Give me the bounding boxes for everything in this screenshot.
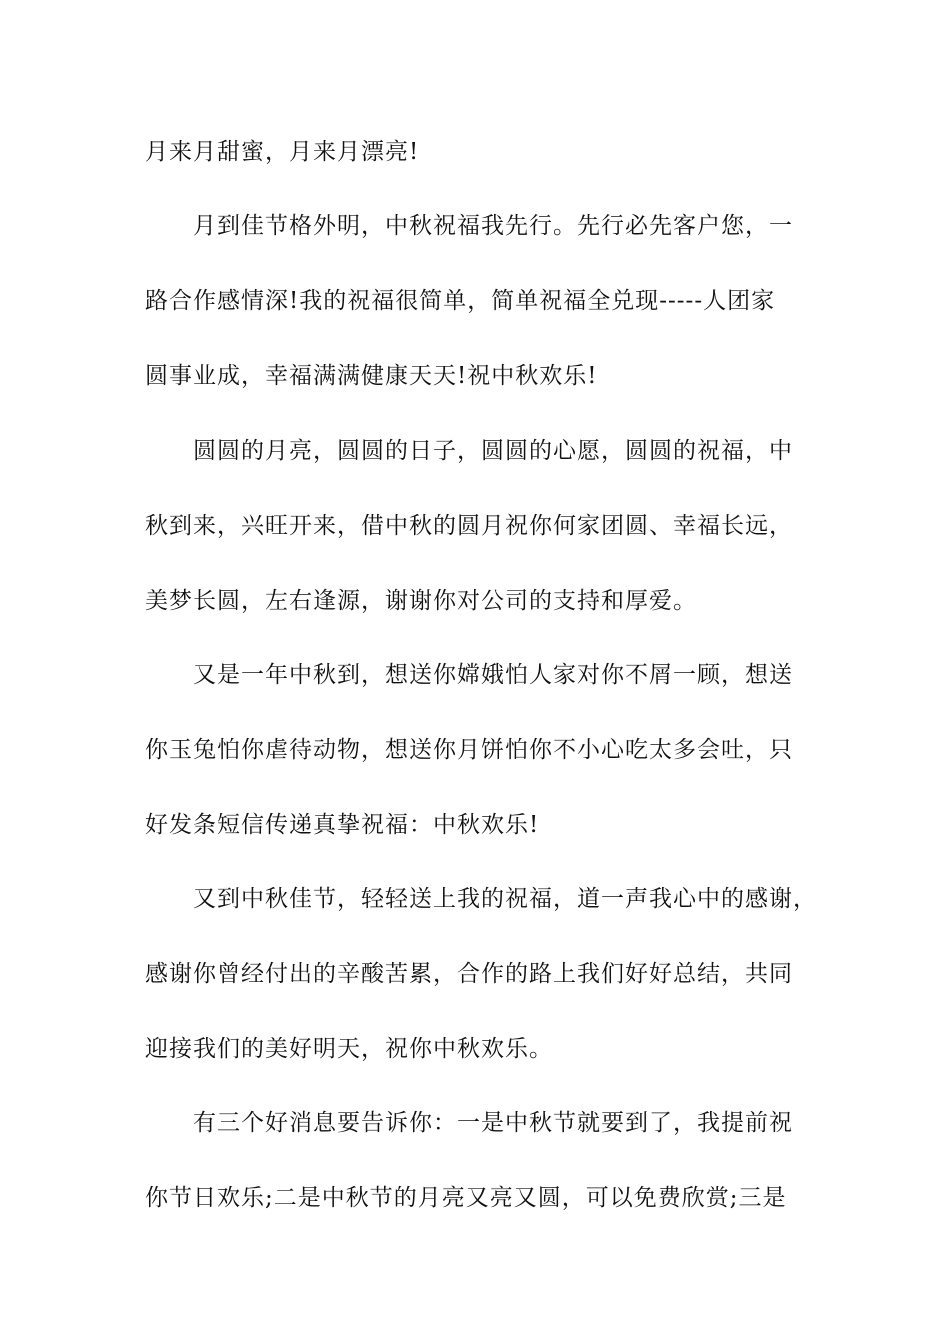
text-line: 圆事业成，幸福满满健康天天!祝中秋欢乐! [145, 363, 598, 389]
text-line: 秋到来，兴旺开来，借中秋的圆月祝你何家团圆、幸福长远， [145, 513, 793, 539]
text-line: 美梦长圆，左右逢源，谢谢你对公司的支持和厚爱。 [145, 588, 697, 614]
text-line: 路合作感情深!我的祝福很简单，简单祝福全兑现-----人团家 [145, 288, 776, 314]
paragraph-first-line: 又到中秋佳节，轻轻送上我的祝福，道一声我心中的感谢， [193, 886, 817, 912]
paragraph-first-line: 又是一年中秋到，想送你嫦娥怕人家对你不屑一顾，想送 [193, 662, 793, 688]
paragraph-first-line: 圆圆的月亮，圆圆的日子，圆圆的心愿，圆圆的祝福，中 [193, 438, 793, 464]
text-line: 你节日欢乐;二是中秋节的月亮又亮又圆，可以免费欣赏;三是 [145, 1185, 787, 1211]
text-line: 迎接我们的美好明天，祝你中秋欢乐。 [145, 1036, 553, 1062]
text-line: 你玉兔怕你虐待动物，想送你月饼怕你不小心吃太多会吐，只 [145, 737, 793, 763]
text-line: 好发条短信传递真挚祝福：中秋欢乐! [145, 812, 540, 838]
paragraph-first-line: 有三个好消息要告诉你：一是中秋节就要到了，我提前祝 [193, 1110, 793, 1136]
text-line: 月来月甜蜜，月来月漂亮! [145, 139, 420, 165]
paragraph-first-line: 月到佳节格外明，中秋祝福我先行。先行必先客户您，一 [193, 213, 793, 239]
text-line: 感谢你曾经付出的辛酸苦累，合作的路上我们好好总结，共同 [145, 961, 793, 987]
